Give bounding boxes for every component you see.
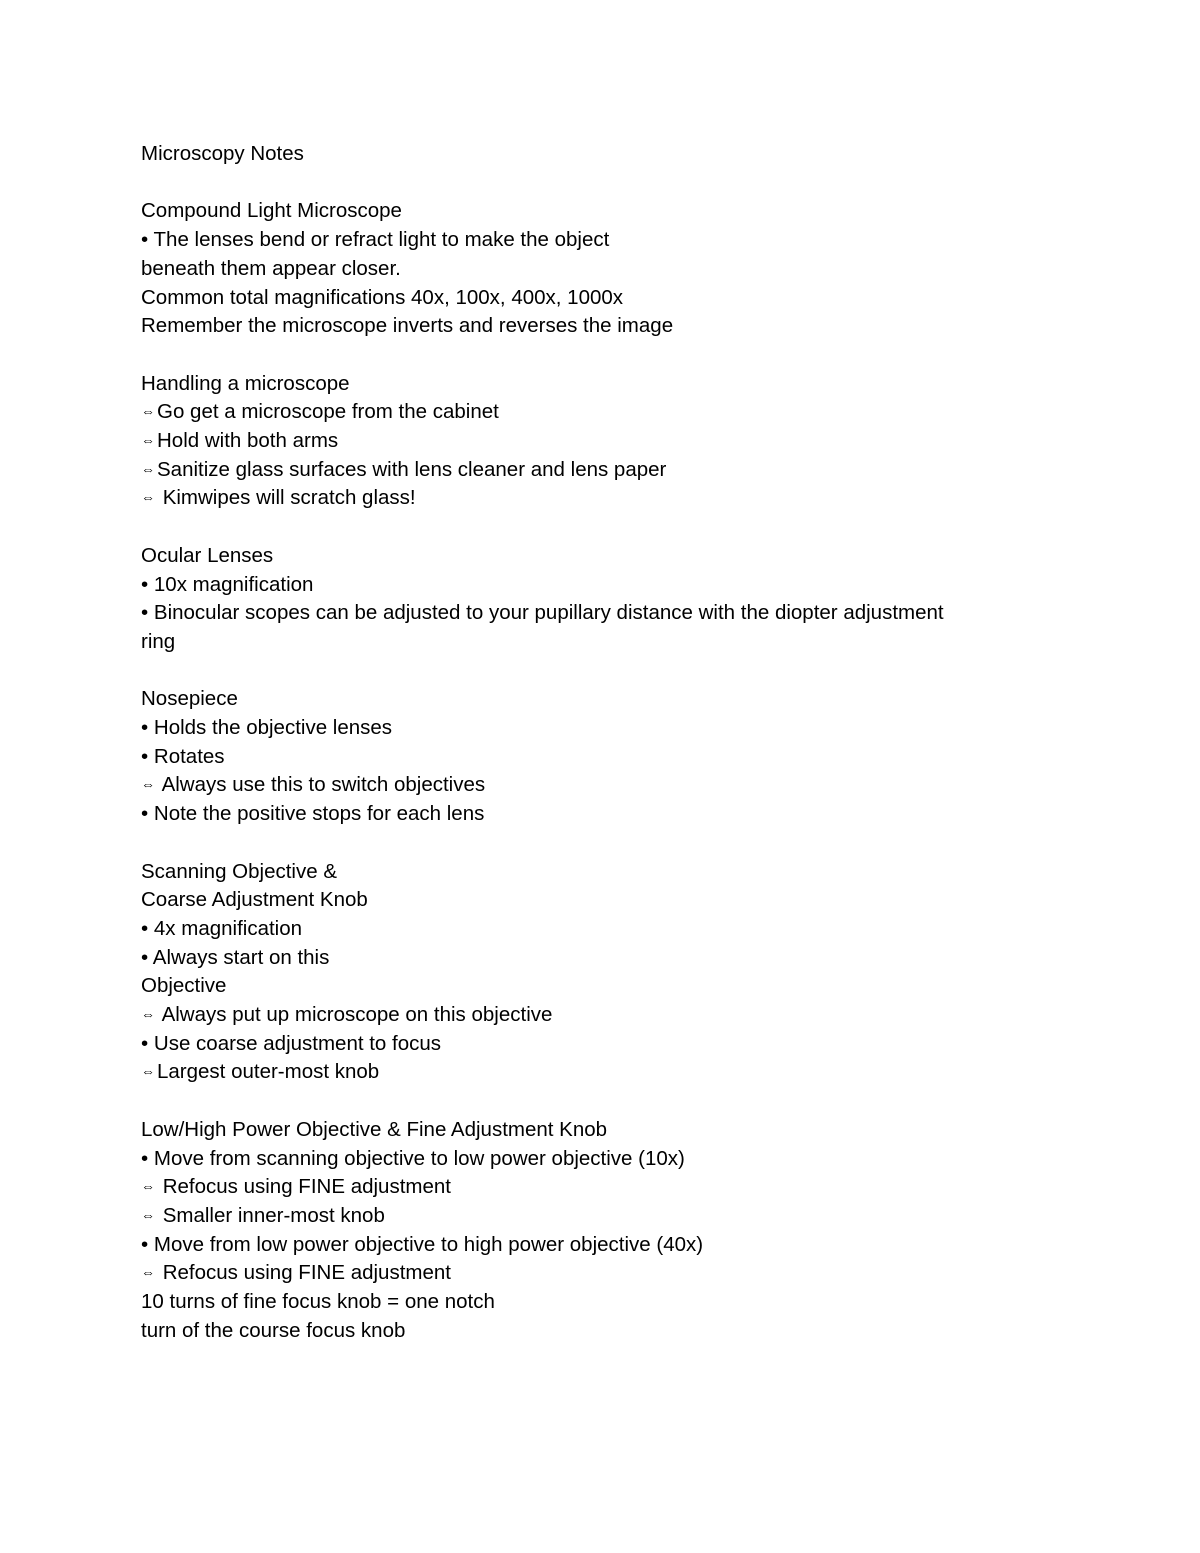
note-text: 4x magnification [153, 916, 303, 940]
double-arrow-bullet-icon: ⇔ [141, 1178, 155, 1195]
note-text: Largest outer-most knob [157, 1060, 380, 1084]
note-text: Always use this to switch objectives [157, 773, 486, 797]
note-text: Move from scanning objective to low power objective (10x) [153, 1146, 685, 1170]
double-arrow-bullet-icon: ⇔ [141, 1063, 155, 1080]
bullet-icon: • [141, 572, 149, 596]
note-section [141, 542, 1041, 657]
note-section [141, 858, 1041, 1088]
note-text: Use coarse adjustment to focus [153, 1031, 442, 1055]
double-arrow-bullet-icon: ⇔ [141, 460, 155, 477]
bullet-icon: • [141, 601, 149, 625]
note-line [141, 915, 1041, 944]
note-text: Coarse Adjustment Knob [141, 888, 368, 912]
bullet-icon: • [141, 945, 149, 969]
double-arrow-bullet-icon: ⇔ [141, 432, 155, 448]
double-arrow-bullet-icon: ⇔ [141, 1206, 155, 1223]
bullet-icon: • [141, 1232, 149, 1256]
note-line [141, 1145, 1041, 1174]
document-page [141, 140, 1041, 1345]
note-line [141, 255, 1041, 284]
note-section [141, 370, 1041, 514]
note-text: Always put up microscope on this objective [157, 1003, 553, 1027]
note-section [141, 1116, 1041, 1346]
bullet-icon: • [141, 716, 149, 739]
note-text: Move from low power objective to high power objective (40x) [153, 1232, 704, 1256]
note-line [141, 743, 1041, 772]
double-arrow-bullet-icon: ⇔ [141, 489, 155, 506]
section-heading: Scanning Objective & [141, 859, 338, 883]
note-line [141, 771, 1041, 800]
section-heading: Handling a microscope [141, 371, 350, 395]
note-text: 10x magnification [153, 572, 314, 596]
note-text: Binocular scopes can be adjusted to your pupillary distance with the diopter adjustment [153, 601, 944, 625]
note-line [141, 398, 1041, 427]
note-text: Refocus using FINE adjustment [157, 1261, 451, 1285]
note-text: The lenses bend or refract light to make the object [153, 228, 610, 252]
bullet-icon: • [141, 1146, 149, 1170]
note-line [141, 571, 1041, 600]
note-line [141, 1202, 1041, 1231]
bullet-icon: • [141, 744, 149, 768]
note-text: Kimwipes will scratch glass! [157, 486, 416, 510]
double-arrow-bullet-icon: ⇔ [141, 1264, 155, 1281]
note-line [141, 484, 1041, 513]
blank-line [141, 341, 1041, 370]
note-line [141, 226, 1041, 255]
bullet-icon: • [141, 228, 149, 252]
note-section [141, 197, 1041, 341]
double-arrow-bullet-icon: ⇔ [141, 776, 155, 793]
note-text: 10 turns of fine focus knob = one notch [141, 1290, 495, 1314]
note-section [141, 685, 1041, 829]
blank-line [141, 829, 1041, 858]
section-heading: Nosepiece [141, 687, 238, 711]
note-text: ring [141, 629, 176, 653]
note-line [141, 800, 1041, 829]
note-line [141, 427, 1041, 456]
note-line [141, 312, 1041, 341]
note-text: Remember the microscope inverts and reverses the image [141, 314, 674, 338]
note-text: Smaller inner-most knob [157, 1203, 385, 1227]
note-line [141, 972, 1041, 1001]
blank-line [141, 169, 1041, 198]
note-text: turn of the course focus knob [141, 1318, 406, 1342]
double-arrow-bullet-icon: ⇔ [141, 1006, 155, 1023]
section-heading: Low/High Power Objective & Fine Adjustment Knob [141, 1117, 608, 1141]
note-text: Objective [141, 974, 227, 998]
note-text: Common total magnifications 40x, 100x, 400x, 1000x [141, 285, 624, 309]
note-line [141, 628, 1041, 657]
note-line [141, 1259, 1041, 1288]
note-line [141, 944, 1041, 973]
bullet-icon: • [141, 1031, 149, 1055]
note-line [141, 1317, 1041, 1346]
note-line [141, 456, 1041, 485]
note-text: Sanitize glass surfaces with lens cleaner and lens paper [157, 457, 667, 481]
note-text: Hold with both arms [157, 429, 339, 452]
blank-line [141, 513, 1041, 542]
note-text: Always start on this [152, 945, 330, 969]
note-line [141, 714, 1041, 743]
blank-line [141, 657, 1041, 686]
double-arrow-bullet-icon: ⇔ [141, 403, 155, 420]
section-heading: Compound Light Microscope [141, 199, 402, 223]
note-line [141, 284, 1041, 313]
note-line [141, 1231, 1041, 1260]
note-text: Holds the objective lenses [153, 716, 393, 739]
bullet-icon: • [141, 916, 149, 940]
note-line [141, 886, 1041, 915]
page-title: Microscopy Notes [141, 142, 304, 165]
note-text: Go get a microscope from the cabinet [157, 400, 499, 424]
note-text: beneath them appear closer. [141, 256, 401, 280]
note-line [141, 1030, 1041, 1059]
note-text: Refocus using FINE adjustment [157, 1175, 451, 1199]
note-line [141, 1058, 1041, 1087]
bullet-icon: • [141, 802, 149, 826]
note-line [141, 1173, 1041, 1202]
note-line [141, 1001, 1041, 1030]
note-text: Rotates [153, 744, 225, 768]
note-line [141, 599, 1041, 628]
note-text: Note the positive stops for each lens [153, 802, 485, 826]
sections-container [141, 169, 1041, 1346]
blank-line [141, 1087, 1041, 1116]
section-heading: Ocular Lenses [141, 543, 274, 567]
note-line [141, 1288, 1041, 1317]
